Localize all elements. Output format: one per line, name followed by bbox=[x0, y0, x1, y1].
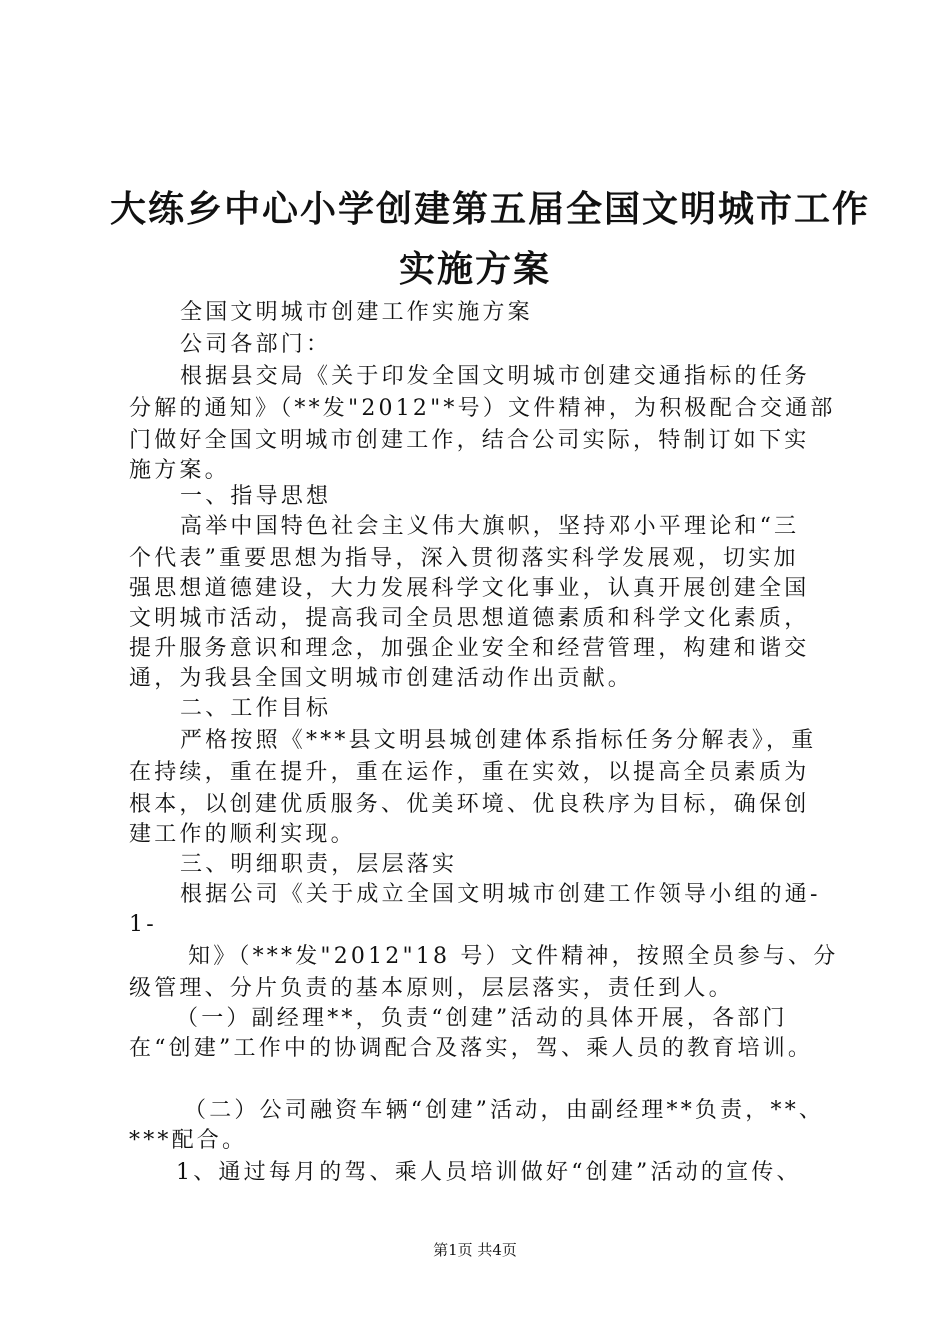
paragraph-line: 建工作的顺利实现。 bbox=[129, 822, 356, 847]
paragraph-line: 1、通过每月的驾、乘人员培训做好“创建”活动的宣传、 bbox=[176, 1160, 802, 1185]
paragraph-line: 施方案。 bbox=[129, 458, 230, 483]
paragraph-line: 文明城市活动，提高我司全员思想道德素质和科学文化素质， bbox=[129, 606, 810, 631]
page-number-footer: 第1页 共4页 bbox=[433, 1241, 517, 1259]
paragraph-line: 提升服务意识和理念，加强企业安全和经营管理，构建和谐交 bbox=[129, 636, 810, 661]
paragraph-line: 个代表”重要思想为指导，深入贯彻落实科学发展观，切实加 bbox=[129, 546, 799, 571]
subtitle-line: 全国文明城市创建工作实施方案 bbox=[180, 300, 533, 325]
document-title-line-1: 大练乡中心小学创建第五届全国文明城市工作 bbox=[110, 189, 871, 230]
paragraph-line: 知》（***发"2012"18 号）文件精神，按照全员参与、分 bbox=[188, 944, 839, 969]
paragraph-line: 高举中国特色社会主义伟大旗帜，坚持邓小平理论和“三 bbox=[180, 514, 800, 539]
paragraph-line: 分解的通知》（**发"2012"*号）文件精神，为积极配合交通部 bbox=[129, 396, 836, 421]
page-break-marker: 1- bbox=[129, 912, 157, 937]
section-heading: 一、指导思想 bbox=[180, 484, 332, 509]
paragraph-line: 通，为我县全国文明城市创建活动作出贡献。 bbox=[129, 666, 634, 691]
paragraph-line: 门做好全国文明城市创建工作，结合公司实际，特制订如下实 bbox=[129, 428, 810, 453]
section-heading: 二、工作目标 bbox=[180, 696, 332, 721]
paragraph-line: （二）公司融资车辆“创建”活动，由副经理**负责，**、 bbox=[184, 1098, 825, 1123]
paragraph-line: 根本，以创建优质服务、优美环境、优良秩序为目标，确保创 bbox=[129, 792, 810, 817]
paragraph-line: （一）副经理**，负责“创建”活动的具体开展，各部门 bbox=[176, 1006, 788, 1031]
paragraph-line: 强思想道德建设，大力发展科学文化事业，认真开展创建全国 bbox=[129, 576, 810, 601]
paragraph-line: 级管理、分片负责的基本原则，层层落实，责任到人。 bbox=[129, 976, 734, 1001]
document-title-line-2: 实施方案 bbox=[398, 249, 551, 290]
paragraph-line: ***配合。 bbox=[129, 1128, 248, 1153]
paragraph-line: 严格按照《***县文明县城创建体系指标任务分解表》，重 bbox=[180, 728, 817, 753]
paragraph-line: 在“创建”工作中的协调配合及落实，驾、乘人员的教育培训。 bbox=[129, 1036, 814, 1061]
salutation-line: 公司各部门： bbox=[180, 332, 332, 357]
paragraph-line: 根据县交局《关于印发全国文明城市创建交通指标的任务 bbox=[180, 364, 811, 389]
section-heading: 三、明细职责，层层落实 bbox=[180, 852, 458, 877]
paragraph-line: 在持续，重在提升，重在运作，重在实效，以提高全员素质为 bbox=[129, 760, 810, 785]
paragraph-line: 根据公司《关于成立全国文明城市创建工作领导小组的通- bbox=[180, 882, 821, 907]
